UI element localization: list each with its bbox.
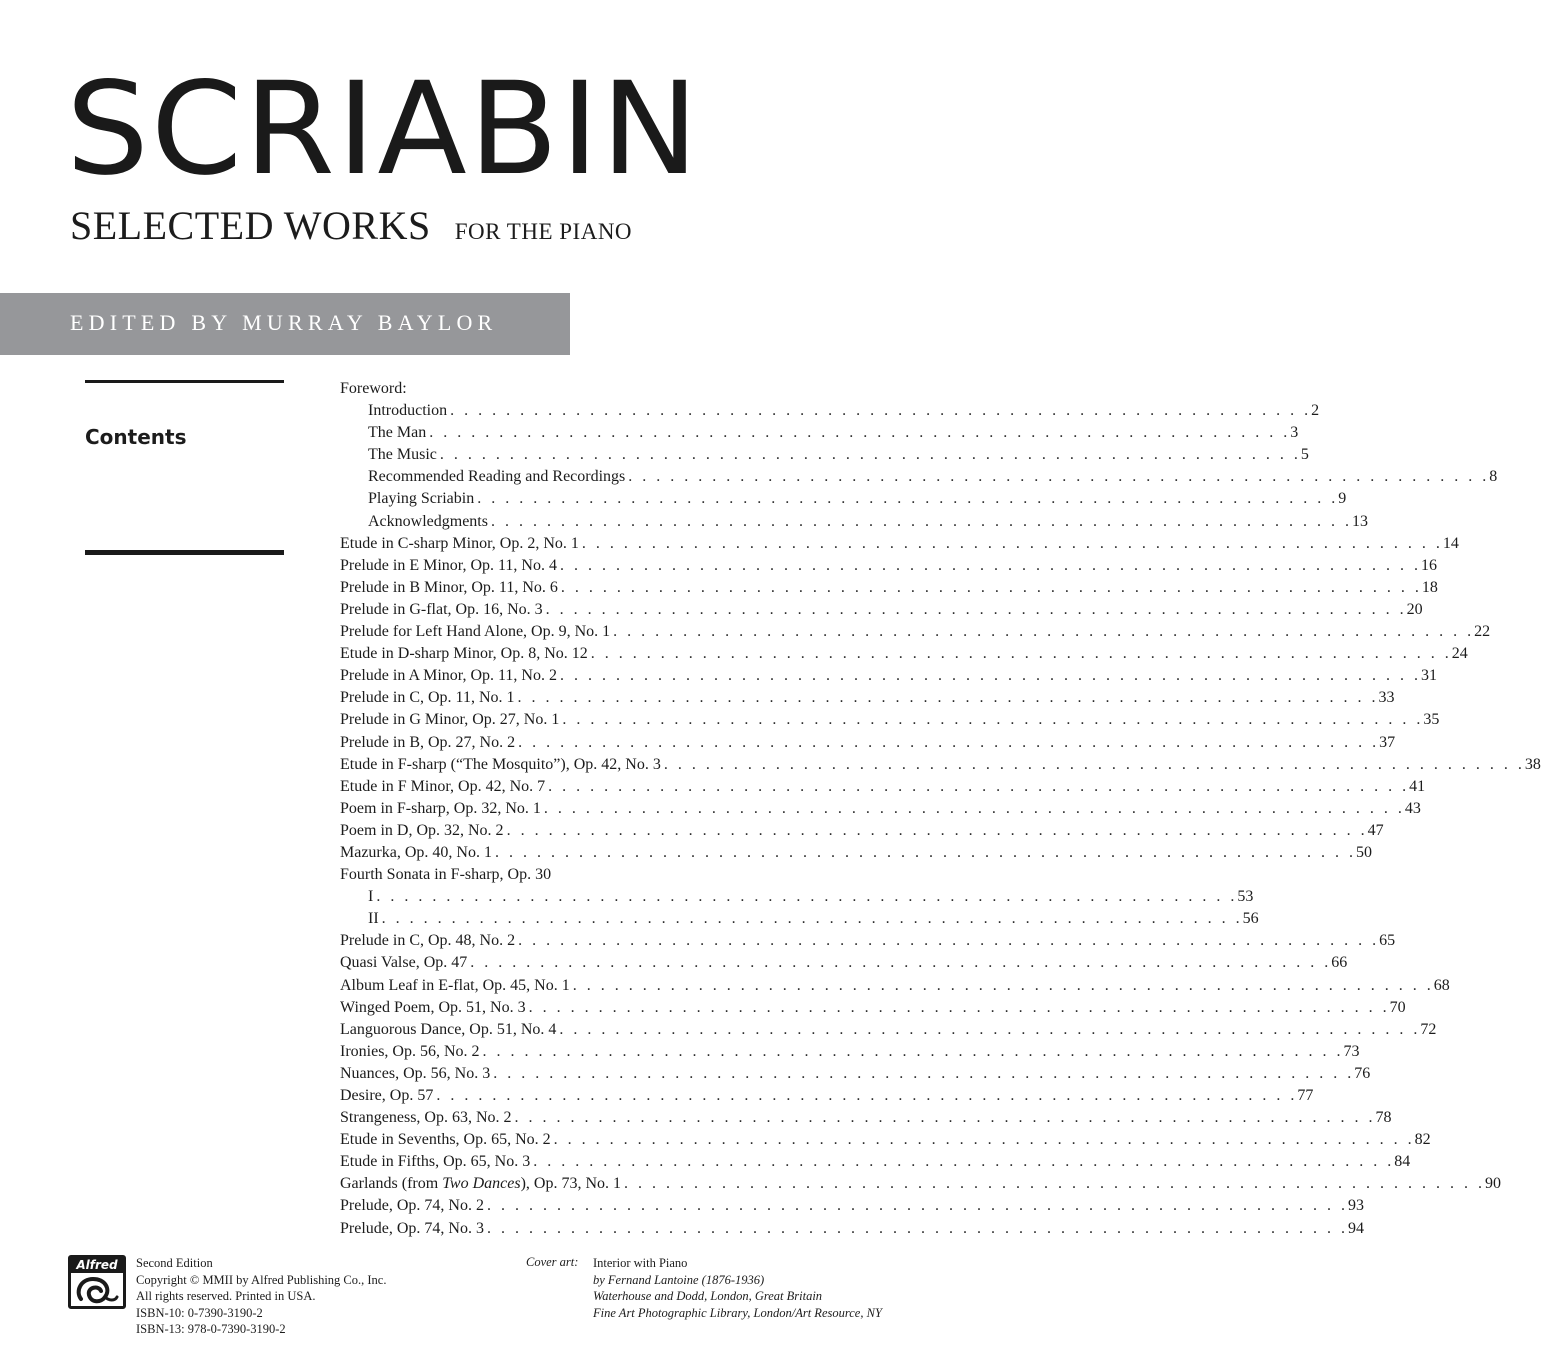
toc-page-number: 72 — [1420, 1020, 1437, 1038]
toc-dot-leader: . . . . . . . . . . . . . . . . . . . . . . . . . . . . . . . . . . . . . . . . . . . . . . . . . . . . . . . . . . . . . . — [436, 1087, 1298, 1104]
toc-entry-title: Introduction — [368, 402, 448, 420]
alfred-logo — [68, 1255, 126, 1309]
toc-page-number: 68 — [1433, 976, 1450, 994]
toc-page-number: 78 — [1375, 1109, 1392, 1127]
toc-entry-title: II — [368, 910, 379, 928]
toc-entry — [340, 975, 1450, 997]
toc-entry-title: Winged Poem, Op. 51, No. 3 — [340, 998, 526, 1016]
toc-entry — [340, 555, 1437, 577]
toc-page-number: 13 — [1351, 512, 1368, 530]
toc-entry — [340, 820, 1384, 842]
toc-entry-title: Prelude in G Minor, Op. 27, No. 1 — [340, 711, 560, 729]
toc-page-number: 84 — [1394, 1153, 1411, 1171]
toc-entry — [340, 1041, 1360, 1063]
toc-entry — [340, 621, 1491, 643]
toc-entry — [340, 776, 1426, 798]
toc-entry — [340, 533, 1459, 555]
toc-page-number: 41 — [1409, 777, 1426, 795]
toc-dot-leader: . . . . . . . . . . . . . . . . . . . . . . . . . . . . . . . . . . . . . . . . . . . . . . . . . . . . . . . . . . . . . . — [533, 1153, 1395, 1171]
toc-dot-leader: . . . . . . . . . . . . . . . . . . . . . . . . . . . . . . . . . . . . . . . . . . . . . . . . . . . . . . . . . . . . . . — [450, 402, 1312, 420]
editor-credit: EDITED BY MURRAY BAYLOR — [70, 310, 498, 335]
toc-page-number: 33 — [1378, 689, 1395, 707]
toc-dot-leader: . . . . . . . . . . . . . . . . . . . . . . . . . . . . . . . . . . . . . . . . . . . . . . . . . . . . . . . . . . . . . . — [506, 821, 1368, 839]
toc-dot-leader: . . . . . . . . . . . . . . . . . . . . . . . . . . . . . . . . . . . . . . . . . . . . . . . . . . . . . . . . . . . . . . — [572, 976, 1434, 994]
toc-entry — [340, 908, 1259, 930]
toc-page-number: 90 — [1485, 1175, 1501, 1193]
toc-dot-leader: . . . . . . . . . . . . . . . . . . . . . . . . . . . . . . . . . . . . . . . . . . . . . . . . . . . . . . . . . . . . . . — [486, 1219, 1348, 1237]
toc-page-number: 56 — [1242, 910, 1259, 928]
toc-entry-title: Recommended Reading and Recordings — [368, 468, 626, 486]
toc-entry-title: Prelude in C, Op. 48, No. 2 — [340, 932, 516, 950]
toc-entry — [340, 422, 1299, 444]
isbn13-line: ISBN-13: 978-0-7390-3190-2 — [136, 1322, 286, 1336]
editor-band — [0, 293, 570, 355]
toc-entry-title: Prelude in G-flat, Op. 16, No. 3 — [340, 600, 543, 618]
toc-dot-leader: . . . . . . . . . . . . . . . . . . . . . . . . . . . . . . . . . . . . . . . . . . . . . . . . . . . . . . . . . . . . . . — [439, 446, 1301, 464]
toc-entry-title: Quasi Valse, Op. 47 — [340, 954, 468, 972]
toc-entry — [340, 378, 940, 400]
toc-dot-leader: . . . . . . . . . . . . . . . . . . . . . . . . . . . . . . . . . . . . . . . . . . . . . . . . . . . . . . . . . . . . . . — [553, 1131, 1415, 1149]
toc-page-number: 53 — [1237, 888, 1254, 906]
toc-dot-leader: . . . . . . . . . . . . . . . . . . . . . . . . . . . . . . . . . . . . . . . . . . . . . . . . . . . . . . . . . . . . . . — [663, 755, 1525, 773]
toc-entry-title: Ironies, Op. 56, No. 2 — [340, 1042, 480, 1060]
toc-dot-leader: . . . . . . . . . . . . . . . . . . . . . . . . . . . . . . . . . . . . . . . . . . . . . . . . . . . . . . . . . . . . . . — [545, 600, 1407, 618]
toc-page-number: 76 — [1354, 1064, 1371, 1082]
subtitle: SELECTED WORKS — [70, 203, 431, 248]
toc-entry-title: Etude in D-sharp Minor, Op. 8, No. 12 — [340, 645, 588, 663]
toc-page-number: 14 — [1442, 534, 1459, 552]
toc-entry — [340, 643, 1468, 665]
toc-entry — [340, 577, 1438, 599]
toc-page-number: 5 — [1300, 446, 1309, 464]
toc-dot-leader: . . . . . . . . . . . . . . . . . . . . . . . . . . . . . . . . . . . . . . . . . . . . . . . . . . . . . . . . . . . . . . — [518, 932, 1380, 950]
toc-title-italic: Two Dances — [442, 1175, 521, 1193]
toc-page-number: 2 — [1311, 402, 1320, 420]
toc-entry — [340, 1218, 1364, 1240]
divider-bottom — [85, 550, 284, 555]
toc-dot-leader: . . . . . . . . . . . . . . . . . . . . . . . . . . . . . . . . . . . . . . . . . . . . . . . . . . . . . . . . . . . . . . — [482, 1042, 1344, 1060]
toc-entry — [340, 886, 1254, 908]
divider-top — [85, 380, 284, 383]
toc-page-number: 73 — [1343, 1042, 1360, 1060]
toc-page-number: 24 — [1451, 645, 1468, 663]
toc-page-number: 70 — [1389, 998, 1406, 1016]
toc-dot-leader: . . . . . . . . . . . . . . . . . . . . . . . . . . . . . . . . . . . . . . . . . . . . . . . . . . . . . . . . . . . . . . — [559, 1020, 1421, 1038]
toc-dot-leader: . . . . . . . . . . . . . . . . . . . . . . . . . . . . . . . . . . . . . . . . . . . . . . . . . . . . . . . . . . . . . . — [548, 777, 1410, 795]
toc-entry-title: Poem in F-sharp, Op. 32, No. 1 — [340, 799, 541, 817]
toc-entry — [340, 1151, 1411, 1173]
alfred-emblem-icon — [71, 1273, 123, 1306]
toc-entry — [340, 798, 1421, 820]
toc-entry — [340, 466, 1498, 488]
cover-art-credit-line: Fine Art Photographic Library, London/Art Resource, NY — [593, 1305, 882, 1320]
toc-page-number: 50 — [1355, 843, 1372, 861]
toc-entry — [340, 1129, 1431, 1151]
toc-entry-title: Album Leaf in E-flat, Op. 45, No. 1 — [340, 976, 570, 994]
toc-entry — [340, 754, 1541, 776]
toc-entry-title: Acknowledgments — [368, 512, 488, 530]
toc-dot-leader: . . . . . . . . . . . . . . . . . . . . . . . . . . . . . . . . . . . . . . . . . . . . . . . . . . . . . . . . . . . . . . — [429, 424, 1291, 442]
toc-entry — [340, 665, 1437, 687]
toc-entry — [340, 599, 1423, 621]
toc-page-number: 93 — [1347, 1197, 1364, 1215]
toc-entry — [340, 930, 1396, 952]
toc-entry-title: Etude in C-sharp Minor, Op. 2, No. 1 — [340, 534, 579, 552]
toc-entry-title: Nuances, Op. 56, No. 3 — [340, 1064, 491, 1082]
edition-line: Second Edition — [136, 1256, 213, 1270]
toc-page-number: 66 — [1331, 954, 1348, 972]
toc-entry-title: The Man — [368, 424, 427, 442]
toc-title-part: Garlands (from — [340, 1175, 443, 1193]
toc-entry-title: Etude in F Minor, Op. 42, No. 7 — [340, 777, 546, 795]
toc-entry-title: Prelude in B Minor, Op. 11, No. 6 — [340, 578, 558, 596]
toc-page-number: 82 — [1414, 1131, 1431, 1149]
toc-entry-title: The Music — [368, 446, 437, 464]
copyright-line: Copyright © MMII by Alfred Publishing Co., Inc. — [136, 1272, 387, 1287]
toc-page-number: 18 — [1421, 578, 1438, 596]
toc-entry — [340, 1019, 1437, 1041]
toc-entry-title: I — [368, 888, 374, 906]
toc-entry — [340, 511, 1368, 533]
cover-art-title: Interior with Piano — [593, 1256, 688, 1270]
toc-page-number: 35 — [1423, 711, 1440, 729]
toc-dot-leader: . . . . . . . . . . . . . . . . . . . . . . . . . . . . . . . . . . . . . . . . . . . . . . . . . . . . . . . . . . . . . . — [559, 556, 1421, 574]
toc-entry-title: Languorous Dance, Op. 51, No. 4 — [340, 1020, 557, 1038]
toc-title-part: ), Op. 73, No. 1 — [520, 1175, 621, 1193]
toc-entry-title: Prelude in A Minor, Op. 11, No. 2 — [340, 667, 557, 685]
toc-page-number: 47 — [1367, 821, 1384, 839]
toc-dot-leader: . . . . . . . . . . . . . . . . . . . . . . . . . . . . . . . . . . . . . . . . . . . . . . . . . . . . . . . . . . . . . . — [560, 578, 1422, 596]
toc-entry — [340, 400, 1320, 422]
toc-page-number: 43 — [1404, 799, 1421, 817]
toc-page-number: 16 — [1420, 556, 1437, 574]
toc-page-number: 65 — [1379, 932, 1396, 950]
cover-art-artist: by Fernand Lantoine (1876-1936) — [593, 1272, 765, 1287]
toc-entry — [340, 1085, 1314, 1107]
toc-entry — [340, 709, 1440, 731]
toc-page-number: 8 — [1489, 468, 1498, 486]
toc-entry-title: Playing Scriabin — [368, 490, 475, 508]
toc-page-number: 77 — [1297, 1087, 1314, 1104]
toc-dot-leader: . . . . . . . . . . . . . . . . . . . . . . . . . . . . . . . . . . . . . . . . . . . . . . . . . . . . . . . . . . . . . . — [518, 733, 1380, 751]
toc-entry-title: Prelude for Left Hand Alone, Op. 9, No. 1 — [340, 623, 611, 641]
toc-dot-leader: . . . . . . . . . . . . . . . . . . . . . . . . . . . . . . . . . . . . . . . . . . . . . . . . . . . . . . . . . . . . . . — [477, 490, 1339, 508]
toc-entry-title: Fourth Sonata in F-sharp, Op. 30 — [340, 866, 552, 884]
toc-page-number: 22 — [1474, 623, 1491, 641]
toc-entry — [340, 444, 1309, 466]
toc-dot-leader: . . . . . . . . . . . . . . . . . . . . . . . . . . . . . . . . . . . . . . . . . . . . . . . . . . . . . . . . . . . . . . — [628, 468, 1490, 486]
toc-page-number: 38 — [1524, 755, 1541, 773]
toc-dot-leader: . . . . . . . . . . . . . . . . . . . . . . . . . . . . . . . . . . . . . . . . . . . . . . . . . . . . . . . . . . . . . . — [562, 711, 1424, 729]
toc-entry — [340, 952, 1348, 974]
toc-dot-leader: . . . . . . . . . . . . . . . . . . . . . . . . . . . . . . . . . . . . . . . . . . . . . . . . . . . . . . . . . . . . . . — [514, 1109, 1376, 1127]
toc-entry-title: Etude in Fifths, Op. 65, No. 3 — [340, 1153, 531, 1171]
subtitle-row — [70, 202, 632, 249]
cover-art-label: Cover art: — [526, 1255, 579, 1269]
toc-entry — [340, 1195, 1364, 1217]
toc-entry-title — [340, 1173, 621, 1195]
toc-dot-leader: . . . . . . . . . . . . . . . . . . . . . . . . . . . . . . . . . . . . . . . . . . . . . . . . . . . . . . . . . . . . . . — [543, 799, 1405, 817]
toc-entry — [340, 687, 1395, 709]
contents-heading: Contents — [85, 425, 187, 449]
table-of-contents — [340, 378, 1541, 1240]
cover-art-credit — [593, 1255, 882, 1321]
toc-entry — [340, 842, 1372, 864]
toc-entry — [340, 732, 1396, 754]
isbn10-line: ISBN-10: 0-7390-3190-2 — [136, 1305, 263, 1320]
toc-dot-leader: . . . . . . . . . . . . . . . . . . . . . . . . . . . . . . . . . . . . . . . . . . . . . . . . . . . . . . . . . . . . . . — [559, 667, 1421, 685]
toc-dot-leader: . . . . . . . . . . . . . . . . . . . . . . . . . . . . . . . . . . . . . . . . . . . . . . . . . . . . . . . . . . . . . . — [493, 1064, 1355, 1082]
toc-entry-title: Strangeness, Op. 63, No. 2 — [340, 1109, 512, 1127]
toc-dot-leader: . . . . . . . . . . . . . . . . . . . . . . . . . . . . . . . . . . . . . . . . . . . . . . . . . . . . . . . . . . . . . . — [581, 534, 1443, 552]
book-title: SCRIABIN — [66, 55, 701, 204]
toc-entry-title: Poem in D, Op. 32, No. 2 — [340, 821, 504, 839]
toc-entry-title: Prelude in C, Op. 11, No. 1 — [340, 689, 515, 707]
toc-entry — [340, 1173, 1501, 1195]
toc-entry-title: Prelude in E Minor, Op. 11, No. 4 — [340, 556, 557, 574]
toc-entry-title: Prelude in B, Op. 27, No. 2 — [340, 733, 516, 751]
toc-dot-leader: . . . . . . . . . . . . . . . . . . . . . . . . . . . . . . . . . . . . . . . . . . . . . . . . . . . . . . . . . . . . . . — [470, 954, 1332, 972]
toc-dot-leader: . . . . . . . . . . . . . . . . . . . . . . . . . . . . . . . . . . . . . . . . . . . . . . . . . . . . . . . . . . . . . . — [376, 888, 1238, 906]
toc-dot-leader: . . . . . . . . . . . . . . . . . . . . . . . . . . . . . . . . . . . . . . . . . . . . . . . . . . . . . . . . . . . . . . — [590, 645, 1452, 663]
toc-entry-title: Prelude, Op. 74, No. 2 — [340, 1197, 484, 1215]
toc-entry — [340, 1063, 1371, 1085]
toc-dot-leader: . . . . . . . . . . . . . . . . . . . . . . . . . . . . . . . . . . . . . . . . . . . . . . . . . . . . . . . . . . . . . . — [490, 512, 1352, 530]
alfred-logo-text: Alfred — [71, 1258, 123, 1273]
toc-page-number: 94 — [1347, 1219, 1364, 1237]
toc-entry — [340, 1107, 1392, 1129]
toc-dot-leader: . . . . . . . . . . . . . . . . . . . . . . . . . . . . . . . . . . . . . . . . . . . . . . . . . . . . . . . . . . . . . . — [613, 623, 1475, 641]
toc-entry-title: Etude in F-sharp (“The Mosquito”), Op. 42, No. 3 — [340, 755, 661, 773]
toc-entry — [340, 864, 940, 886]
toc-dot-leader: . . . . . . . . . . . . . . . . . . . . . . . . . . . . . . . . . . . . . . . . . . . . . . . . . . . . . . . . . . . . . . — [381, 910, 1243, 928]
subtitle-small: FOR THE PIANO — [454, 219, 633, 244]
toc-entry — [340, 488, 1347, 510]
toc-entry-title: Prelude, Op. 74, No. 3 — [340, 1219, 484, 1237]
toc-dot-leader: . . . . . . . . . . . . . . . . . . . . . . . . . . . . . . . . . . . . . . . . . . . . . . . . . . . . . . . . . . . . . . — [486, 1197, 1348, 1215]
toc-dot-leader: . . . . . . . . . . . . . . . . . . . . . . . . . . . . . . . . . . . . . . . . . . . . . . . . . . . . . . . . . . . . . . — [528, 998, 1390, 1016]
toc-page-number: 3 — [1290, 424, 1299, 442]
toc-dot-leader: . . . . . . . . . . . . . . . . . . . . . . . . . . . . . . . . . . . . . . . . . . . . . . . . . . . . . . . . . . . . . . — [494, 843, 1356, 861]
copyright-block — [136, 1255, 386, 1338]
cover-art-source: Waterhouse and Dodd, London, Great Britain — [593, 1289, 823, 1303]
toc-page-number: 9 — [1338, 490, 1347, 508]
toc-entry-title: Etude in Sevenths, Op. 65, No. 2 — [340, 1131, 551, 1149]
toc-entry-title: Desire, Op. 57 — [340, 1087, 434, 1104]
toc-entry-title: Foreword: — [340, 380, 407, 397]
toc-page-number: 37 — [1379, 733, 1396, 751]
toc-entry-title: Mazurka, Op. 40, No. 1 — [340, 843, 492, 861]
toc-dot-leader: . . . . . . . . . . . . . . . . . . . . . . . . . . . . . . . . . . . . . . . . . . . . . . . . . . . . . . . . . . . . . . — [517, 689, 1379, 707]
toc-dot-leader: . . . . . . . . . . . . . . . . . . . . . . . . . . . . . . . . . . . . . . . . . . . . . . . . . . . . . . . . . . . . . . — [624, 1175, 1485, 1193]
rights-line: All rights reserved. Printed in USA. — [136, 1289, 316, 1303]
toc-entry — [340, 997, 1406, 1019]
toc-page-number: 20 — [1406, 600, 1423, 618]
toc-page-number: 31 — [1420, 667, 1437, 685]
